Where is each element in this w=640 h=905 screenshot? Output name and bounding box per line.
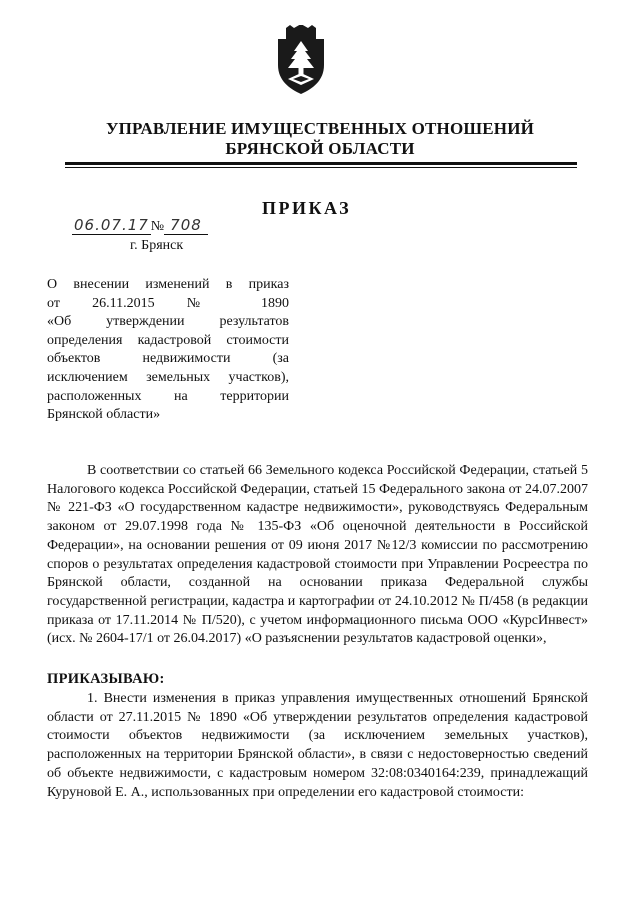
agency-name (60, 119, 580, 159)
subject-line: «Об утверждении результатов (47, 314, 289, 330)
subject-line: определения кадастровой стоимости (47, 332, 289, 348)
order-heading: ПРИКАЗЫВАЮ: (47, 671, 165, 687)
agency-name-line-1: УПРАВЛЕНИЕ ИМУЩЕСТВЕННЫХ ОТНОШЕНИЙ (105, 119, 535, 138)
order-item-1: 1. Внести изменения в приказ управления имущественных отношений Брянской области от 27.11.2015 № 1890 «Об утверждении результатов определения кадастровой стоимости объектов недвижимости (за исключением земельных участков), расположенных на территории Брянской области», в связи с недостоверностью сведений об объекте недвижимости, с кадастровым номером 32:08:0340164:239, принадлежащий Куруновой Е. А., использованных при определении его кадастровой стоимости: (47, 691, 588, 800)
number-sign: № (150, 219, 165, 234)
subject-line: Брянской области» (47, 407, 161, 423)
subject-line: расположенных на территории (47, 388, 289, 404)
subject-line: объектов недвижимости (за (47, 351, 289, 367)
agency-name-line-2: БРЯНСКОЙ ОБЛАСТИ (225, 139, 415, 158)
subject-line: от 26.11.2015 № 1890 (47, 295, 289, 311)
subject-line: О внесении изменений в приказ (47, 277, 289, 292)
preamble-paragraph: В соответствии со статьей 66 Земельного кодекса Российской Федерации, статьей 5 Налогового кодекса Российской Федерации, статьей 15 Федерального закона от 24.07.2007 № 221-ФЗ «О государственном кадастре недвижимости», руководствуясь Федеральным законом от 29.07.1998 года № 135-ФЗ «Об оценочной деятельности в Российской Федерации», на основании решения от 09 июня 2017 №12/3 комиссии по рассмотрению споров о результатах определения кадастровой стоимости при Управлении Росреестра по Брянской области, созданной на основании приказа Федеральной службы государственной регистрации, кадастра и картографии от 24.10.2012 № П/458 (в редакции приказа от 17.11.2014 № П/520), с учетом информационного письма ООО «КурсИнвест» (исх. № 2604-17/1 от 26.04.2017) «О разъяснении результатов кадастровой оценки», (47, 463, 588, 647)
coat-of-arms-icon (272, 25, 330, 97)
header-divider-thin (65, 167, 577, 168)
handwritten-number: 708 (164, 216, 208, 235)
document-title: ПРИКАЗ (262, 198, 352, 218)
document-number-line (72, 216, 208, 235)
document-city: г. Брянск (130, 238, 184, 253)
subject-line: исключением земельных участков), (47, 369, 289, 385)
order-subject (47, 276, 289, 425)
header-divider (65, 162, 577, 165)
handwritten-date: 06.07.17 (74, 216, 149, 234)
